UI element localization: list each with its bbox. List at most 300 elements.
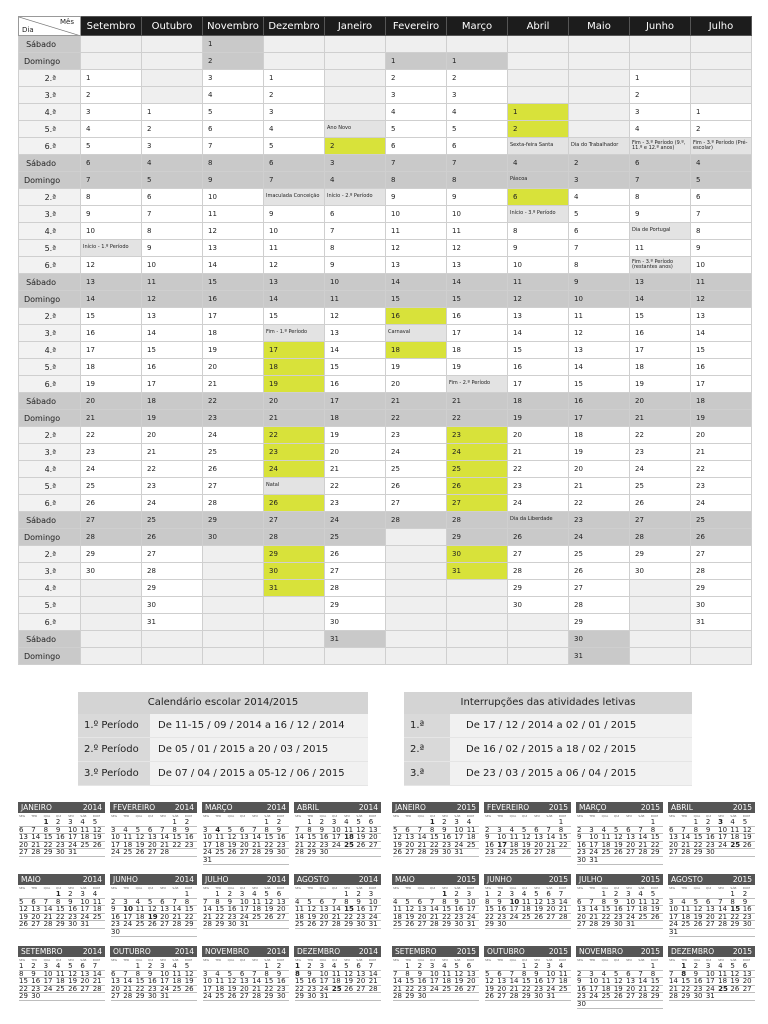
mini-day [93,849,105,857]
mini-day: 22 [522,986,534,994]
mini-day: 12 [307,906,319,914]
weekend-cell: 12 [142,291,203,308]
day-cell: 11 [569,308,630,325]
mini-day: 16 [534,978,546,986]
mini-day: 24 [240,914,252,922]
mini-weekday: QUI [613,886,620,890]
mini-day [730,929,742,937]
mini-day: 30 [277,849,289,857]
day-cell: 22 [508,461,569,478]
mini-day: 11 [332,971,344,979]
day-cell: 26 [203,461,264,478]
mini-weekday: SEX [252,814,258,818]
day-cell: 4 [81,121,142,138]
day-cell: 1 [630,70,691,87]
weekend-cell: 29 [203,512,264,529]
mini-day: 18 [172,978,184,986]
mini-weekday: TER [123,958,130,962]
mini-day: 24 [430,986,442,994]
mini-day: 25 [718,986,730,994]
mini-day: 14 [295,834,307,842]
event-cell: Fim - 3.º Período (9.º, 11.º e 12.º anos) [630,138,691,155]
mini-day: 19 [136,842,148,850]
mini-day [602,857,614,865]
day-cell: 2 [447,70,508,87]
mini-month-header [294,874,381,885]
weekend-cell: 11 [508,274,569,291]
mini-day: 9 [485,834,497,842]
mini-weekday: SEX [442,958,448,962]
mini-day: 5 [614,971,626,979]
interruption-label: 1.ª [404,714,450,737]
mini-weekday: TER [589,886,596,890]
weekend-cell: 4 [508,155,569,172]
mini-day: 15 [185,906,197,914]
mini-day: 18 [602,842,614,850]
mini-day: 22 [295,986,307,994]
weekend-cell: 17 [325,393,386,410]
day-label: 6.ª [19,138,81,155]
mini-day: 10 [589,978,601,986]
mini-weekday: TER [405,958,412,962]
mini-day: 15 [442,906,454,914]
mini-day [559,921,571,929]
empty-cell [386,546,447,563]
mini-day: 19 [68,978,80,986]
mini-day: 20 [626,842,638,850]
mini-month [202,946,289,1001]
mini-day [718,929,730,937]
mini-day: 7 [203,899,215,907]
mini-day: 14 [718,906,730,914]
mini-weekday: SEG [295,814,302,818]
mini-day: 20 [467,978,479,986]
mini-month-header [110,802,197,813]
day-cell: 10 [691,257,752,274]
mini-day: 29 [19,993,31,1001]
mini-day: 1 [136,963,148,971]
mini-day: 19 [534,906,546,914]
mini-weekday: DOM [742,886,750,890]
mini-day: 20 [534,842,546,850]
mini-day: 20 [80,978,92,986]
mini-weekday: SEX [442,814,448,818]
mini-day: 6 [405,827,417,835]
mini-day: 3 [240,891,252,899]
mini-weekday: SEG [203,958,210,962]
mini-day: 14 [546,834,558,842]
mini-day: 25 [681,921,693,929]
mini-day: 9 [743,899,755,907]
mini-day: 4 [730,819,742,827]
mini-month [110,802,197,857]
empty-cell [386,597,447,614]
weekend-cell: 4 [691,155,752,172]
empty-cell [325,87,386,104]
mini-day [651,921,663,929]
mini-month-header [110,946,197,957]
mini-weekday: TER [307,958,314,962]
mini-day: 5 [136,827,148,835]
mini-day: 23 [148,986,160,994]
mini-day: 9 [56,827,68,835]
mini-day: 17 [44,978,56,986]
day-cell: 23 [630,444,691,461]
mini-day: 8 [56,899,68,907]
mini-month-year: 2015 [456,947,476,956]
mini-day: 26 [651,914,663,922]
day-cell: 20 [508,427,569,444]
mini-day: 25 [522,914,534,922]
mini-days [294,891,381,929]
mini-day: 18 [93,906,105,914]
mini-weekday: QUI [147,814,154,818]
mini-day: 14 [252,978,264,986]
mini-day: 9 [694,971,706,979]
weekend-cell: 22 [203,393,264,410]
mini-day: 31 [454,849,466,857]
day-label: 4.ª [19,104,81,121]
day-cell: 24 [508,495,569,512]
mini-day [730,849,742,857]
mini-day: 6 [418,899,430,907]
weekday-row [19,444,752,461]
day-cell: 9 [447,189,508,206]
mini-weekday: QUI [331,814,338,818]
mini-day [369,993,381,1001]
mini-day: 8 [694,827,706,835]
mini-day: 16 [577,842,589,850]
mini-day: 18 [510,842,522,850]
day-cell: 4 [447,104,508,121]
mini-day [44,993,56,1001]
mini-day: 19 [344,978,356,986]
holiday-cell: 30 [447,546,508,563]
mini-day: 22 [405,986,417,994]
mini-day: 29 [651,849,663,857]
mini-days [668,963,755,1001]
day-cell: 17 [691,376,752,393]
mini-day: 16 [148,978,160,986]
empty-cell [508,53,569,70]
holiday-cell: 18 [386,342,447,359]
mini-weekday: SEX [718,814,724,818]
mini-day: 12 [93,827,105,835]
mini-weekday: DOM [92,886,100,890]
period-row [78,738,368,762]
mini-day: 11 [215,978,227,986]
mini-month-name: FEVEREIRO [113,803,156,812]
mini-day: 26 [136,849,148,857]
empty-cell [203,631,264,648]
mini-day: 1 [485,891,497,899]
mini-day: 8 [730,899,742,907]
mini-day: 7 [559,891,571,899]
mini-weekday: SEG [111,814,118,818]
interruption-dates: De 16 / 02 / 2015 a 18 / 02 / 2015 [450,738,692,761]
mini-day [651,1001,663,1009]
mini-day: 6 [497,971,509,979]
mini-day: 30 [743,921,755,929]
mini-weekday: QUA [227,886,235,890]
mini-day: 13 [240,834,252,842]
mini-day: 25 [93,914,105,922]
day-cell: 5 [447,121,508,138]
mini-day: 9 [497,899,509,907]
holiday-cell: 25 [447,461,508,478]
mini-month [18,946,105,1001]
mini-day: 13 [706,906,718,914]
mini-day: 12 [405,906,417,914]
mini-day: 10 [332,827,344,835]
weekend-row [19,274,752,291]
mini-day [240,857,252,865]
mini-days [392,819,479,857]
mini-day: 15 [264,978,276,986]
mini-day: 1 [522,963,534,971]
mini-day: 6 [743,963,755,971]
day-cell: 14 [691,325,752,342]
weekend-cell: 2 [569,155,630,172]
mini-weekday: DOM [184,814,192,818]
day-cell: 11 [386,223,447,240]
mini-day: 5 [393,827,405,835]
day-cell: 30 [508,597,569,614]
mini-day: 9 [534,971,546,979]
mini-month-year: 2014 [82,803,102,812]
mini-day: 3 [320,963,332,971]
mini-day [718,849,730,857]
mini-day: 1 [307,819,319,827]
empty-cell [691,648,752,665]
event-cell: Carnaval [386,325,447,342]
mini-day: 19 [393,842,405,850]
mini-day: 25 [467,842,479,850]
mini-day [356,849,368,857]
mini-day: 3 [497,827,509,835]
weekend-cell: 12 [691,291,752,308]
weekday-row [19,325,752,342]
mini-day: 24 [123,921,135,929]
mini-weekday: TER [589,814,596,818]
mini-day: 7 [510,971,522,979]
mini-day: 20 [743,978,755,986]
day-cell: 13 [203,240,264,257]
mini-month-year: 2014 [358,803,378,812]
mini-day: 10 [430,971,442,979]
mini-day: 24 [68,842,80,850]
mini-day: 2 [418,963,430,971]
month-header: Setembro [81,17,142,36]
mini-day: 2 [694,963,706,971]
weekend-cell: 12 [508,291,569,308]
empty-cell [569,53,630,70]
mini-day: 21 [418,842,430,850]
mini-day: 28 [638,993,650,1001]
mini-day: 5 [485,971,497,979]
empty-cell [325,648,386,665]
mini-day [681,929,693,937]
day-cell: 12 [569,325,630,342]
interruption-row [404,762,692,786]
mini-day: 5 [344,963,356,971]
mini-day: 25 [510,849,522,857]
day-cell: 4 [569,189,630,206]
day-cell: 13 [691,308,752,325]
weekend-cell: 13 [81,274,142,291]
mini-day: 15 [694,834,706,842]
mini-weekday: DOM [184,886,192,890]
mini-day: 6 [534,827,546,835]
empty-cell [630,53,691,70]
mini-day: 31 [669,929,681,937]
mini-day: 7 [393,971,405,979]
weekend-cell: 21 [447,393,508,410]
mini-day: 21 [252,842,264,850]
day-cell: 2 [691,121,752,138]
empty-cell [81,631,142,648]
mini-day: 28 [160,849,172,857]
mini-day: 2 [307,963,319,971]
mini-day: 2 [277,819,289,827]
mini-day: 8 [172,827,184,835]
mini-weekday: QUI [55,814,62,818]
holiday-cell: 1 [508,104,569,121]
day-cell: 3 [386,87,447,104]
mini-day: 16 [694,978,706,986]
mini-month-header [294,946,381,957]
mini-month-year: 2015 [548,875,568,884]
mini-day: 17 [160,978,172,986]
mini-month-header [484,946,571,957]
mini-day: 13 [577,906,589,914]
mini-day: 28 [718,921,730,929]
mini-day: 17 [589,986,601,994]
mini-day: 6 [80,963,92,971]
day-cell: 21 [203,376,264,393]
day-cell: 9 [630,206,691,223]
day-label: Sábado [19,512,81,529]
mini-month-name: JUNHO [113,875,138,884]
mini-weekday: QUI [705,814,712,818]
weekend-row [19,291,752,308]
empty-cell [386,580,447,597]
weekend-cell: 18 [142,393,203,410]
mini-day: 8 [264,971,276,979]
weekend-cell: 15 [386,291,447,308]
mini-weekday: QUA [43,958,51,962]
mini-day: 14 [172,906,184,914]
day-cell: 17 [203,308,264,325]
mini-day: 7 [252,827,264,835]
mini-weekday: SÁB [454,814,461,818]
mini-day: 2 [56,819,68,827]
mini-weekday: SEX [252,886,258,890]
mini-day: 27 [356,986,368,994]
day-label: 4.ª [19,461,81,478]
mini-day: 8 [44,827,56,835]
mini-weekday: SÁB [546,814,553,818]
mini-day: 25 [442,986,454,994]
mini-day: 16 [454,906,466,914]
mini-day: 27 [626,993,638,1001]
day-cell: 19 [630,376,691,393]
holiday-cell: 18 [264,359,325,376]
day-label: Sábado [19,155,81,172]
mini-day: 9 [320,827,332,835]
mini-day: 9 [277,827,289,835]
mini-day: 2 [185,819,197,827]
mini-day: 5 [454,963,466,971]
mini-day: 16 [485,842,497,850]
mini-day: 26 [614,993,626,1001]
mini-day [68,993,80,1001]
day-cell: 25 [386,461,447,478]
mini-day: 29 [185,921,197,929]
mini-day: 23 [68,914,80,922]
day-cell: 12 [447,240,508,257]
mini-day: 4 [393,899,405,907]
mini-day [454,993,466,1001]
day-cell: 9 [264,206,325,223]
mini-month-header [668,802,755,813]
mini-day [638,857,650,865]
day-cell: 24 [691,495,752,512]
mini-day: 15 [559,834,571,842]
mini-weekday: TER [31,886,38,890]
mini-month-name: JULHO [579,875,603,884]
mini-day: 25 [602,993,614,1001]
mini-weekday: QUI [429,886,436,890]
mini-day: 29 [215,921,227,929]
mini-day: 2 [614,891,626,899]
mini-day: 18 [295,914,307,922]
mini-month-header [576,874,663,885]
day-cell: 20 [203,359,264,376]
mini-weekday: SEX [344,886,350,890]
mini-weekday: TER [405,886,412,890]
day-cell: 24 [386,444,447,461]
mini-day: 15 [602,906,614,914]
day-label: 5.ª [19,597,81,614]
mini-day: 12 [485,978,497,986]
day-cell: 12 [81,257,142,274]
weekend-cell: 14 [81,291,142,308]
mini-day: 16 [68,906,80,914]
mini-day: 18 [136,914,148,922]
weekend-row [19,53,752,70]
mini-day: 22 [19,986,31,994]
mini-day: 8 [215,899,227,907]
mini-month-year: 2015 [456,875,476,884]
mini-day [638,1001,650,1009]
mini-day: 10 [203,834,215,842]
mini-weekday: SÁB [638,958,645,962]
mini-day: 3 [123,899,135,907]
empty-cell [264,597,325,614]
weekday-row [19,614,752,631]
weekend-row [19,512,752,529]
day-cell: 20 [142,427,203,444]
mini-day: 27 [277,914,289,922]
event-cell: Fim - 2.º Período [447,376,508,393]
mini-day: 15 [430,834,442,842]
mini-day [743,993,755,1001]
mini-day: 11 [681,906,693,914]
mini-day: 22 [559,842,571,850]
day-cell: 22 [630,427,691,444]
mini-day: 17 [203,842,215,850]
